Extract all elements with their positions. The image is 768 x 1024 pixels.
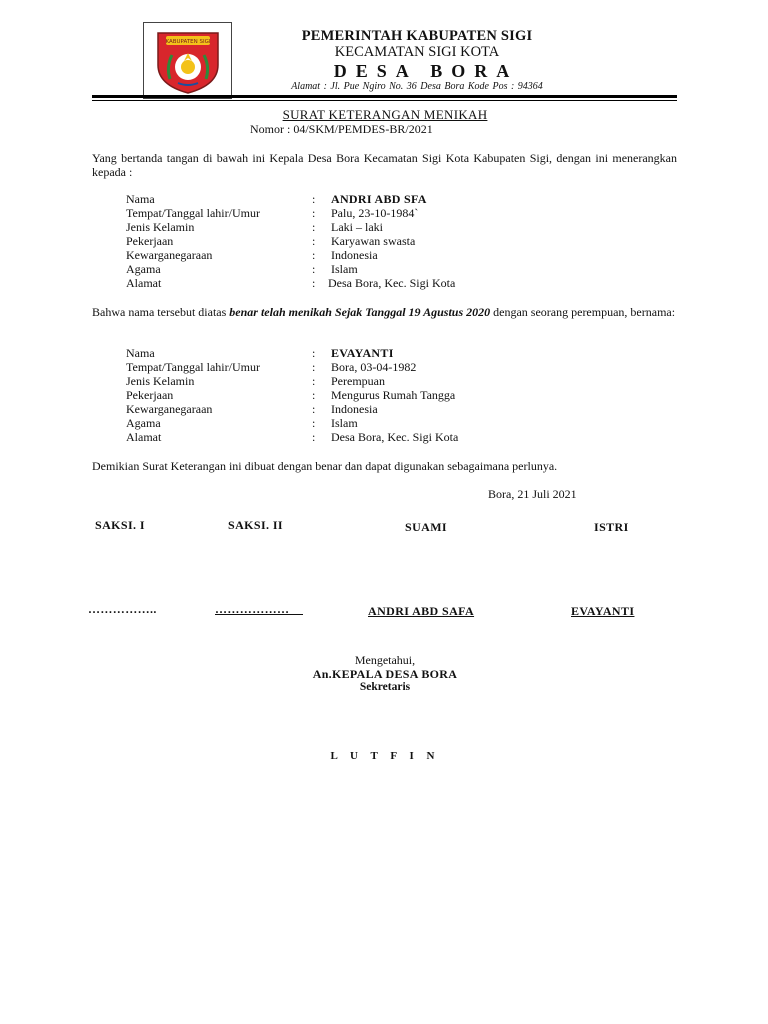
field-label: Agama <box>126 416 161 430</box>
groom-gender-value: Laki – laki <box>331 220 383 234</box>
field-label: Alamat <box>126 430 162 444</box>
bride-name-value: EVAYANTI <box>331 346 394 360</box>
field-colon: : <box>312 430 316 444</box>
statement-prefix: Bahwa nama tersebut diatas <box>92 305 230 319</box>
regency-emblem-logo <box>152 27 224 95</box>
statement-emphasis: benar telah menikah Sejak Tanggal 19 Agustus 2020 <box>229 305 491 319</box>
field-colon: : <box>312 402 316 416</box>
field-colon: : <box>312 262 316 276</box>
village-address: Alamat : Jl. Pue Ngiro No. 36 Desa Bora Kode Pos : 94364 <box>291 81 543 92</box>
witness-one-label: SAKSI. I <box>95 518 145 532</box>
field-label: Pekerjaan <box>126 388 174 402</box>
field-label: Tempat/Tanggal lahir/Umur <box>126 206 260 220</box>
field-colon: : <box>312 276 316 290</box>
bride-address-value: Desa Bora, Kec. Sigi Kota <box>331 430 459 444</box>
document-number: Nomor : 04/SKM/PEMDES-BR/2021 <box>250 122 433 136</box>
witness-two-label: SAKSI. II <box>228 518 283 532</box>
government-name: PEMERINTAH KABUPATEN SIGI <box>301 28 533 44</box>
letterhead-rule-thick <box>92 95 677 98</box>
field-colon: : <box>312 374 316 388</box>
field-label: Jenis Kelamin <box>126 374 195 388</box>
groom-occupation-value: Karyawan swasta <box>331 234 416 248</box>
document-title: SURAT KETERANGAN MENIKAH <box>282 107 488 122</box>
bride-occupation-value: Mengurus Rumah Tangga <box>331 388 456 402</box>
letterhead-rule-thin <box>92 100 677 101</box>
bride-citizenship-value: Indonesia <box>331 402 378 416</box>
bride-birth-value: Bora, 03-04-1982 <box>331 360 417 374</box>
field-label: Alamat <box>126 276 162 290</box>
wife-signature-name: EVAYANTI <box>571 604 635 618</box>
witness-two-signature-line: ……………… <box>215 602 303 616</box>
acknowledged-label: Mengetahui, <box>354 653 416 667</box>
husband-label: SUAMI <box>405 520 448 534</box>
field-label: Kewarganegaraan <box>126 402 213 416</box>
logo-frame <box>143 22 232 99</box>
official-name: L U T F I N <box>330 750 440 762</box>
bride-gender-value: Perempuan <box>331 374 385 388</box>
field-colon: : <box>312 388 316 402</box>
wife-label: ISTRI <box>594 520 629 534</box>
field-label: Agama <box>126 262 161 276</box>
groom-religion-value: Islam <box>331 262 358 276</box>
groom-birth-value: Palu, 23-10-1984` <box>331 206 419 220</box>
logo-text: KABUPATEN SIGI <box>165 39 211 45</box>
intro-paragraph: Yang bertanda tangan di bawah ini Kepala Desa Bora Kecamatan Sigi Kota Kabupaten Sigi, dengan ini menerangkan kepada : <box>92 151 677 179</box>
field-label: Nama <box>126 346 155 360</box>
husband-signature-name: ANDRI ABD SAFA <box>368 604 475 618</box>
groom-name-value: ANDRI ABD SFA <box>331 192 427 206</box>
bride-religion-value: Islam <box>331 416 358 430</box>
field-colon: : <box>312 206 316 220</box>
field-colon: : <box>312 346 316 360</box>
field-colon: : <box>312 360 316 374</box>
field-label: Jenis Kelamin <box>126 220 195 234</box>
village-head-title: An.KEPALA DESA BORA <box>312 667 458 681</box>
district-name: KECAMATAN SIGI KOTA <box>334 44 500 60</box>
statement-suffix: dengan seorang perempuan, bernama: <box>490 305 676 319</box>
field-colon: : <box>312 220 316 234</box>
field-colon: : <box>312 248 316 262</box>
field-label: Tempat/Tanggal lahir/Umur <box>126 360 260 374</box>
field-label: Kewarganegaraan <box>126 248 213 262</box>
field-colon: : <box>312 192 316 206</box>
village-name: DESA BORA <box>333 61 519 81</box>
witness-one-signature-line: …………….. <box>88 602 157 616</box>
place-and-date: Bora, 21 Juli 2021 <box>488 487 577 501</box>
groom-citizenship-value: Indonesia <box>331 248 378 262</box>
marriage-statement <box>92 305 677 319</box>
secretary-title: Sekretaris <box>359 681 411 693</box>
groom-address-value: Desa Bora, Kec. Sigi Kota <box>328 276 456 290</box>
field-colon: : <box>312 416 316 430</box>
field-label: Nama <box>126 192 155 206</box>
field-colon: : <box>312 234 316 248</box>
field-label: Pekerjaan <box>126 234 174 248</box>
closing-paragraph: Demikian Surat Keterangan ini dibuat dengan benar dan dapat digunakan sebagaimana perlunya. <box>92 459 558 473</box>
